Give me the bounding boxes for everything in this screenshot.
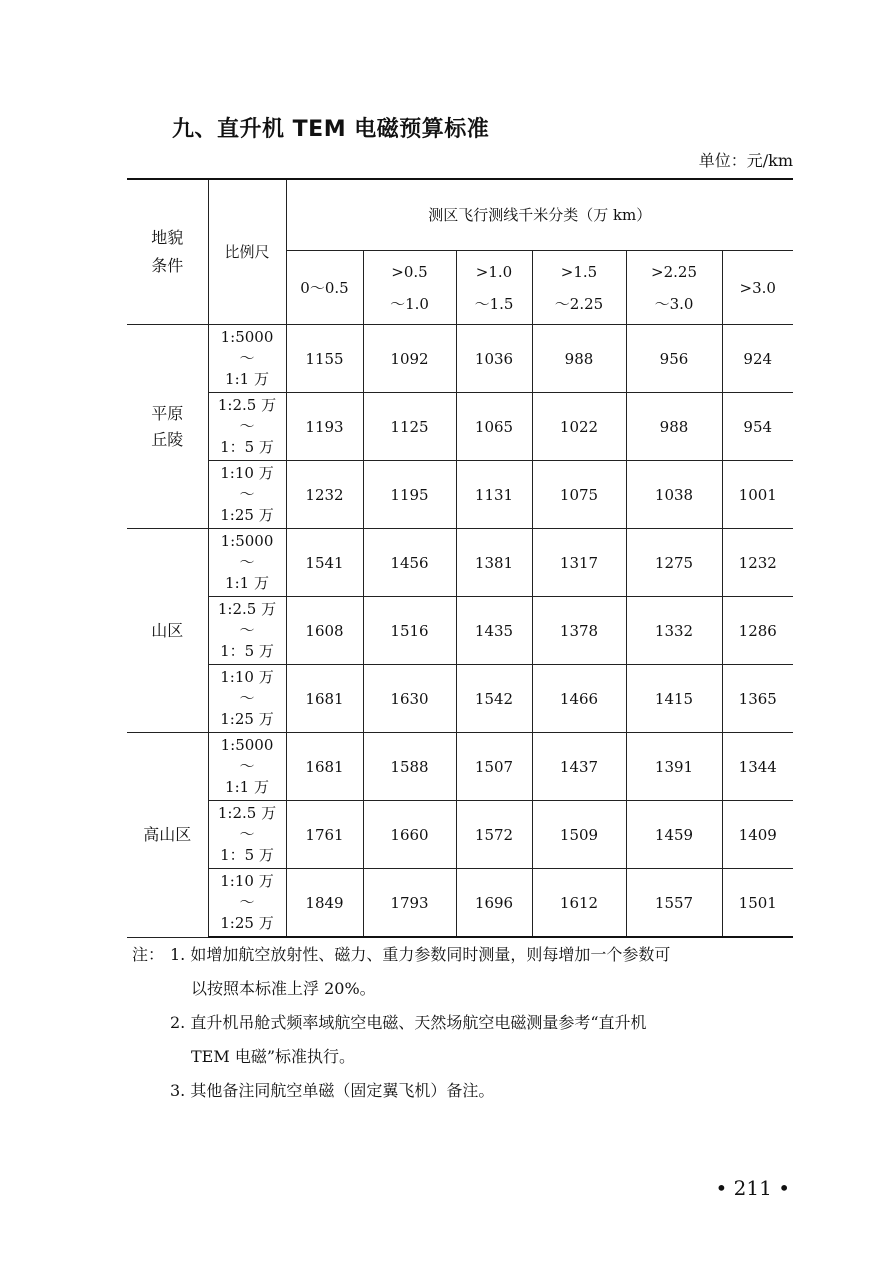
terrain-cell: 平原 丘陵 [127, 325, 208, 529]
value-cell: 1365 [722, 665, 793, 733]
value-cell: 1507 [456, 733, 532, 801]
page-number: • 211 • [715, 1176, 790, 1200]
value-cell: 1557 [626, 869, 722, 938]
table-row [127, 325, 793, 393]
value-cell: 1588 [363, 733, 456, 801]
header-range-3: >1.5 ～2.25 [532, 251, 626, 325]
value-cell: 1681 [286, 665, 363, 733]
value-cell: 1415 [626, 665, 722, 733]
value-cell: 1381 [456, 529, 532, 597]
table-row [127, 733, 793, 801]
value-cell: 988 [532, 325, 626, 393]
value-cell: 1630 [363, 665, 456, 733]
unit-label: 单位：元/km [698, 151, 793, 170]
value-cell: 1542 [456, 665, 532, 733]
header-range-1: >0.5 ～1.0 [363, 251, 456, 325]
value-cell: 1459 [626, 801, 722, 869]
header-range-0: 0～0.5 [286, 251, 363, 325]
table-row [127, 393, 793, 461]
value-cell: 1696 [456, 869, 532, 938]
table-row [127, 461, 793, 529]
value-cell: 1232 [286, 461, 363, 529]
value-cell: 1001 [722, 461, 793, 529]
note-3 [132, 1074, 802, 1108]
header-scale: 比例尺 [208, 179, 286, 325]
value-cell: 1195 [363, 461, 456, 529]
value-cell: 1761 [286, 801, 363, 869]
value-cell: 1332 [626, 597, 722, 665]
table-row [127, 529, 793, 597]
value-cell: 1275 [626, 529, 722, 597]
value-cell: 1125 [363, 393, 456, 461]
budget-table [127, 178, 793, 938]
value-cell: 1022 [532, 393, 626, 461]
header-range-5: >3.0 [722, 251, 793, 325]
value-cell: 1378 [532, 597, 626, 665]
terrain-cell: 山区 [127, 529, 208, 733]
value-cell: 956 [626, 325, 722, 393]
value-cell: 1541 [286, 529, 363, 597]
scale-cell: 1:2.5 万 ～ 1：5 万 [208, 597, 286, 665]
value-cell: 1466 [532, 665, 626, 733]
value-cell: 1286 [722, 597, 793, 665]
note-3-line-1: 3. 其他备注同航空单磁（固定翼飞机）备注。 [170, 1081, 495, 1100]
scale-cell: 1:5000 ～ 1:1 万 [208, 529, 286, 597]
value-cell: 1572 [456, 801, 532, 869]
note-2-line-1: 2. 直升机吊舱式频率域航空电磁、天然场航空电磁测量参考“直升机 [170, 1013, 647, 1032]
value-cell: 1516 [363, 597, 456, 665]
value-cell: 1317 [532, 529, 626, 597]
scale-cell: 1:2.5 万 ～ 1：5 万 [208, 801, 286, 869]
note-label: 注： [132, 945, 165, 964]
scale-cell: 1:5000 ～ 1:1 万 [208, 325, 286, 393]
notes-section [132, 938, 802, 1108]
note-2 [132, 1006, 802, 1074]
header-terrain: 地貌 条件 [127, 179, 208, 325]
value-cell: 1849 [286, 869, 363, 938]
scale-cell: 1:10 万 ～ 1:25 万 [208, 869, 286, 938]
value-cell: 1038 [626, 461, 722, 529]
scale-cell: 1:10 万 ～ 1:25 万 [208, 461, 286, 529]
table-row [127, 869, 793, 938]
table-row [127, 597, 793, 665]
value-cell: 1065 [456, 393, 532, 461]
header-range-4: >2.25 ～3.0 [626, 251, 722, 325]
page-title: 九、直升机 TEM 电磁预算标准 [172, 117, 490, 142]
value-cell: 1435 [456, 597, 532, 665]
value-cell: 1660 [363, 801, 456, 869]
value-cell: 1409 [722, 801, 793, 869]
value-cell: 1793 [363, 869, 456, 938]
header-range-2: >1.0 ～1.5 [456, 251, 532, 325]
value-cell: 1608 [286, 597, 363, 665]
value-cell: 1391 [626, 733, 722, 801]
value-cell: 1193 [286, 393, 363, 461]
value-cell: 1131 [456, 461, 532, 529]
value-cell: 954 [722, 393, 793, 461]
value-cell: 1232 [722, 529, 793, 597]
note-1-line-1: 1. 如增加航空放射性、磁力、重力参数同时测量，则每增加一个参数可 [170, 945, 671, 964]
value-cell: 1036 [456, 325, 532, 393]
value-cell: 1437 [532, 733, 626, 801]
table-row [127, 665, 793, 733]
value-cell: 1092 [363, 325, 456, 393]
value-cell: 1456 [363, 529, 456, 597]
table-row [127, 801, 793, 869]
scale-cell: 1:5000 ～ 1:1 万 [208, 733, 286, 801]
value-cell: 1612 [532, 869, 626, 938]
scale-cell: 1:2.5 万 ～ 1：5 万 [208, 393, 286, 461]
value-cell: 1344 [722, 733, 793, 801]
note-1 [132, 938, 802, 1006]
value-cell: 1509 [532, 801, 626, 869]
value-cell: 1681 [286, 733, 363, 801]
value-cell: 1075 [532, 461, 626, 529]
terrain-cell: 高山区 [127, 733, 208, 938]
value-cell: 1501 [722, 869, 793, 938]
value-cell: 988 [626, 393, 722, 461]
value-cell: 1155 [286, 325, 363, 393]
note-2-line-2: TEM 电磁”标准执行。 [191, 1047, 356, 1066]
scale-cell: 1:10 万 ～ 1:25 万 [208, 665, 286, 733]
value-cell: 924 [722, 325, 793, 393]
note-1-line-2: 以按照本标准上浮 20%。 [191, 979, 376, 998]
header-flight-line-category: 测区飞行测线千米分类（万 km） [286, 179, 793, 251]
